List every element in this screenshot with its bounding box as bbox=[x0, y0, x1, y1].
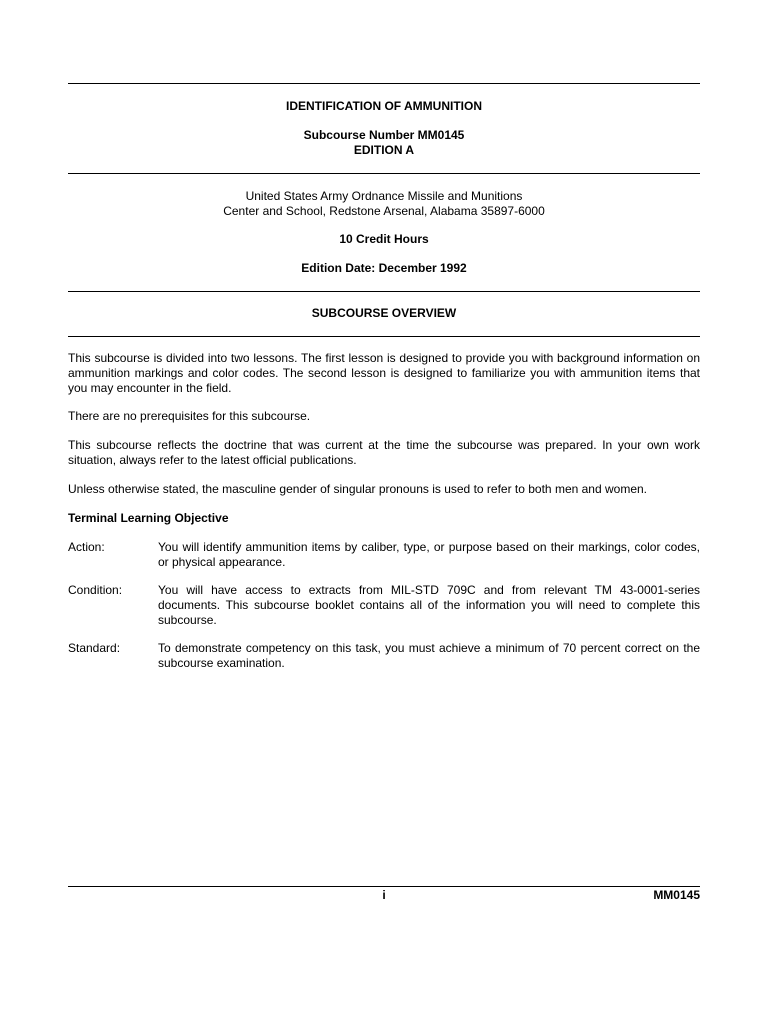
edition: EDITION A bbox=[353, 143, 415, 157]
objective-label: Action: bbox=[68, 540, 105, 554]
credit-hours: 10 Credit Hours bbox=[339, 232, 429, 246]
org-line-2: Center and School, Redstone Arsenal, Alabama 35897-6000 bbox=[223, 204, 545, 218]
footer-page-number: i bbox=[382, 888, 386, 902]
org-line-1: United States Army Ordnance Missile and Munitions bbox=[245, 189, 523, 203]
paragraph-intro: This subcourse is divided into two lessons. The first lesson is designed to provide you with background information on ammunition markings and color codes. The second lesson is designed to familiarize you with ammunition items that you may encounter in the field. bbox=[68, 351, 700, 395]
objective-text: You will have access to extracts from MIL-STD 709C and from relevant TM 43-0001-series documents. This subcourse booklet contains all of the information you will need to complete this subcourse. bbox=[158, 583, 700, 627]
subcourse-number: Subcourse Number MM0145 bbox=[303, 128, 465, 142]
top-rule bbox=[68, 83, 700, 84]
rule-3 bbox=[68, 291, 700, 292]
objective-text: You will identify ammunition items by caliber, type, or purpose based on their markings, color codes, or physical appearance. bbox=[158, 540, 700, 569]
paragraph-doctrine: This subcourse reflects the doctrine that was current at the time the subcourse was prepared. In your own work situation, always refer to the latest official publications. bbox=[68, 438, 700, 467]
paragraph-gender: Unless otherwise stated, the masculine gender of singular pronouns is used to refer to both men and women. bbox=[68, 482, 647, 496]
overview-heading: SUBCOURSE OVERVIEW bbox=[311, 306, 457, 320]
rule-2 bbox=[68, 173, 700, 174]
objective-text: To demonstrate competency on this task, you must achieve a minimum of 70 percent correct on the subcourse examination. bbox=[158, 641, 700, 670]
edition-date: Edition Date: December 1992 bbox=[301, 261, 467, 275]
objective-heading: Terminal Learning Objective bbox=[68, 511, 229, 525]
objective-label: Standard: bbox=[68, 641, 121, 655]
paragraph-prerequisites: There are no prerequisites for this subcourse. bbox=[68, 409, 311, 423]
footer-course-code: MM0145 bbox=[653, 888, 700, 902]
document-title: IDENTIFICATION OF AMMUNITION bbox=[286, 99, 482, 113]
objective-label: Condition: bbox=[68, 583, 123, 597]
rule-4 bbox=[68, 336, 700, 337]
footer-rule bbox=[68, 886, 700, 887]
